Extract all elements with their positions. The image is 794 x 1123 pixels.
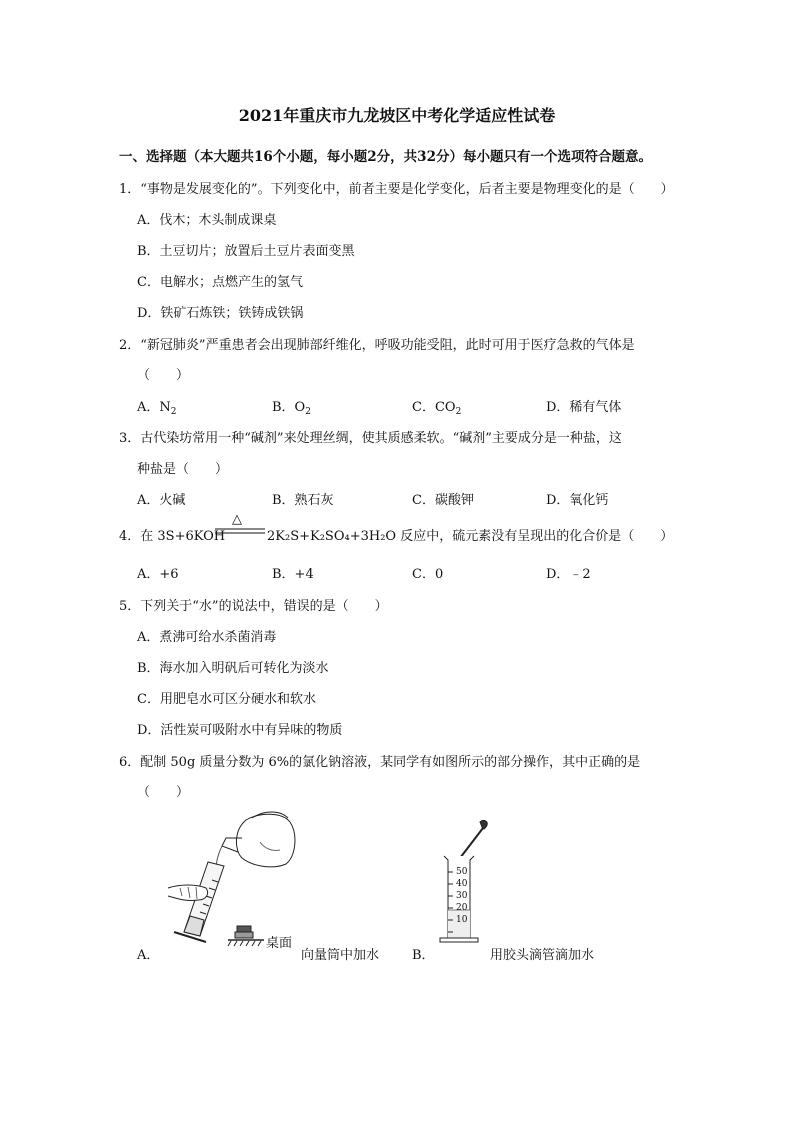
question-3-option-c: C．碳酸钾 [412, 493, 474, 508]
question-1-option-d: D．铁矿石炼铁；铁铸成铁锅 [137, 306, 304, 321]
figure-b-scale-labels [456, 866, 467, 926]
question-2-option-d: D．稀有气体 [546, 400, 622, 415]
question-2-option-a: A．$N_2$ [137, 400, 177, 417]
desk-surface-with-cap [228, 922, 268, 948]
question-1-option-c: C．电解水；点燃产生的氢气 [137, 275, 303, 290]
delta-heat-symbol: △ [232, 512, 242, 527]
question-1-stem: 1．“事物是发展变化的”。下列变化中，前者主要是化学变化，后者主要是物理变化的是（ ） [119, 182, 674, 197]
question-3-option-d: D．氧化钙 [546, 493, 609, 508]
scale-label-40: 40 [456, 879, 468, 889]
question-2-option-b: B．$O_2$ [272, 400, 311, 417]
scale-label-20: 20 [456, 903, 468, 913]
scale-label-50: 50 [456, 867, 468, 877]
question-4-equation-rhs: 2K₂S+K₂SO₄+3H₂O 反应中，硫元素没有呈现出的化合价是（ ） [267, 529, 674, 544]
question-5-option-c: C．用肥皂水可区分硬水和软水 [137, 692, 316, 707]
reaction-equals-sign [215, 528, 265, 536]
section-heading: 一、选择题（本大题共16个小题，每小题2分，共32分）每小题只有一个选项符合题意。 [119, 149, 652, 165]
figure-a-desk-label: 桌面 [266, 936, 293, 951]
figure-b-caption: 用胶头滴管滴加水 [490, 948, 595, 963]
scale-label-10: 10 [456, 915, 468, 925]
question-5-option-a: A．煮沸可给水杀菌消毒 [137, 630, 277, 645]
question-4-option-b: B．+4 [272, 567, 314, 582]
question-4-option-d: D．﹣2 [546, 567, 591, 582]
page-title: 2021年重庆市九龙坡区中考化学适应性试卷 [238, 106, 556, 125]
question-2-paren: （ ） [137, 368, 190, 383]
question-6-stem: 6．配制 50g 质量分数为 6%的氯化钠溶液，某同学有如图所示的部分操作，其中正确的是 [119, 755, 641, 770]
question-3-stem: 3．古代染坊常用一种“碱剂”来处理丝绸，使其质感柔软。“碱剂”主要成分是一种盐，这 [119, 431, 622, 446]
question-4-option-c: C．0 [412, 567, 444, 582]
figure-b-letter: B． [412, 948, 435, 963]
question-2-option-c: C．$CO_2$ [412, 400, 462, 417]
question-5-option-d: D．活性炭可吸附水中有异味的物质 [137, 723, 343, 738]
question-4-prefix: 4．在 3S+6KOH [119, 529, 226, 544]
question-3-stem-continued: 种盐是（ ） [137, 462, 229, 477]
figure-a-caption: 向量筒中加水 [301, 948, 380, 963]
question-3-option-a: A．火碱 [137, 493, 186, 508]
scale-label-30: 30 [456, 891, 468, 901]
question-3-option-b: B．熟石灰 [272, 493, 334, 508]
question-1-option-b: B．土豆切片；放置后土豆片表面变黑 [137, 244, 355, 259]
question-4-option-a: A．+6 [137, 567, 179, 582]
question-5-option-b: B．海水加入明矾后可转化为淡水 [137, 661, 329, 676]
figure-a-letter: A． [137, 948, 160, 963]
question-2-stem: 2．“新冠肺炎”严重患者会出现肺部纤维化，呼吸功能受阻，此时可用于医疗急救的气体是 [119, 338, 635, 353]
question-1-option-a: A．伐木；木头制成课桌 [137, 213, 277, 228]
question-5-stem: 5．下列关于“水”的说法中，错误的是（ ） [119, 599, 388, 614]
figure-b-cylinder-dropper [438, 818, 498, 958]
question-6-paren: （ ） [137, 785, 190, 800]
